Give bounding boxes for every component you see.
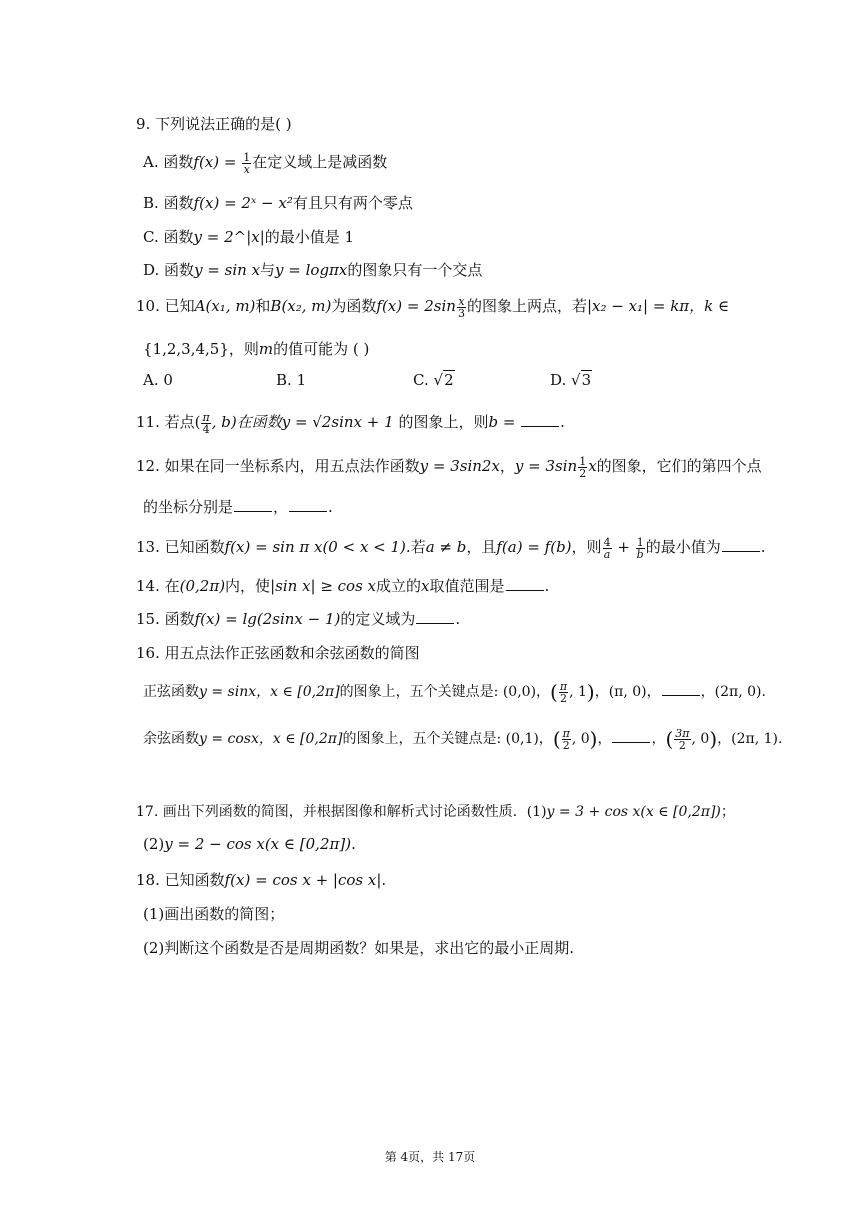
question-10-line-2: {1,2,3,4,5}，则m的值可能为 ( ) bbox=[143, 340, 370, 358]
question-10-option-a: A. 0 bbox=[143, 371, 173, 389]
question-16-cosine-line: 余弦函数y = cosx，x ∈ [0,2π]的图象上，五个关键点是: (0,1)，( $\frac{\pi}{2}$ , 0)， ，( $\frac{3\pi}{2}$ , 0)，(2π, 1). bbox=[143, 726, 783, 752]
question-9-option-d: D. 函数y = sin x与y = logπx的图象只有一个交点 bbox=[143, 261, 483, 279]
question-9-option-c: C. 函数y = 2^|x|的最小值是 1 bbox=[143, 228, 355, 246]
question-11: 11. 若点( $\frac{\pi}{4}$ , b)在函数y = √2sinx + 1 的图象上，则b = . bbox=[136, 410, 565, 436]
question-9-option-a: A. 函数f(x) = $\frac{1}{x}$ 在定义域上是减函数 bbox=[143, 150, 388, 176]
question-17-line-1: 17. 画出下列函数的简图，并根据图像和解析式讨论函数性质．(1)y = 3 + cos x(x ∈ [0,2π])； bbox=[136, 804, 735, 820]
question-12-line-2: 的坐标分别是 ， . bbox=[143, 498, 333, 516]
page-number: 第 4页，共 17页 bbox=[384, 1150, 476, 1164]
question-10-option-c: C. √ 2 bbox=[413, 371, 533, 389]
answer-blank bbox=[612, 730, 650, 743]
question-10-option-d: D. √ 3 bbox=[550, 371, 670, 389]
answer-blank bbox=[662, 683, 700, 696]
answer-blank bbox=[289, 499, 327, 512]
question-18-part-1: (1)画出函数的简图； bbox=[143, 905, 285, 923]
question-9-option-b: B. 函数f(x) = 2ˣ − x²有且只有两个零点 bbox=[143, 194, 413, 212]
question-13: 13. 已知函数f(x) = sin π x(0 < x < 1).若a ≠ b，且f(a) = f(b)，则 $\frac{4}{a}$ + $\frac{1}{b}$ 的最小值为 . bbox=[136, 535, 766, 561]
question-18-stem: 18. 已知函数f(x) = cos x + |cos x|. bbox=[136, 871, 387, 889]
answer-blank bbox=[506, 578, 544, 591]
question-17-line-2: (2)y = 2 − cos x(x ∈ [0,2π]). bbox=[143, 835, 356, 853]
question-15: 15. 函数f(x) = lg(2sinx − 1)的定义域为 . bbox=[136, 610, 461, 628]
question-12-line-1: 12. 如果在同一坐标系内，用五点法作函数y = 3sin2x，y = 3sin $\frac{1}{2}$ x的图象，它们的第四个点 bbox=[136, 454, 762, 480]
answer-blank bbox=[521, 414, 559, 427]
question-16-sine-line: 正弦函数y = sinx，x ∈ [0,2π]的图象上，五个关键点是: (0,0)，( $\frac{\pi}{2}$ , 1)，(π, 0)， ，(2π, 0). bbox=[143, 679, 766, 705]
answer-blank bbox=[722, 539, 760, 552]
question-16-stem: 16. 用五点法作正弦函数和余弦函数的简图 bbox=[136, 644, 420, 662]
question-14: 14. 在(0,2π)内，使|sin x| ≥ cos x成立的x取值范围是 . bbox=[136, 577, 550, 595]
answer-blank bbox=[416, 611, 454, 624]
question-10-line-1: 10. 已知A(x₁, m)和B(x₂, m)为函数f(x) = 2sin $\frac{x}{3}$ 的图象上两点，若|x₂ − x₁| = kπ，k ∈ bbox=[136, 294, 730, 320]
answer-blank bbox=[234, 499, 272, 512]
question-9-stem: 9. 下列说法正确的是( ) bbox=[136, 115, 292, 133]
question-18-part-2: (2)判断这个函数是否是周期函数？如果是，求出它的最小正周期. bbox=[143, 939, 575, 957]
question-10-option-b: B. 1 bbox=[276, 371, 307, 389]
